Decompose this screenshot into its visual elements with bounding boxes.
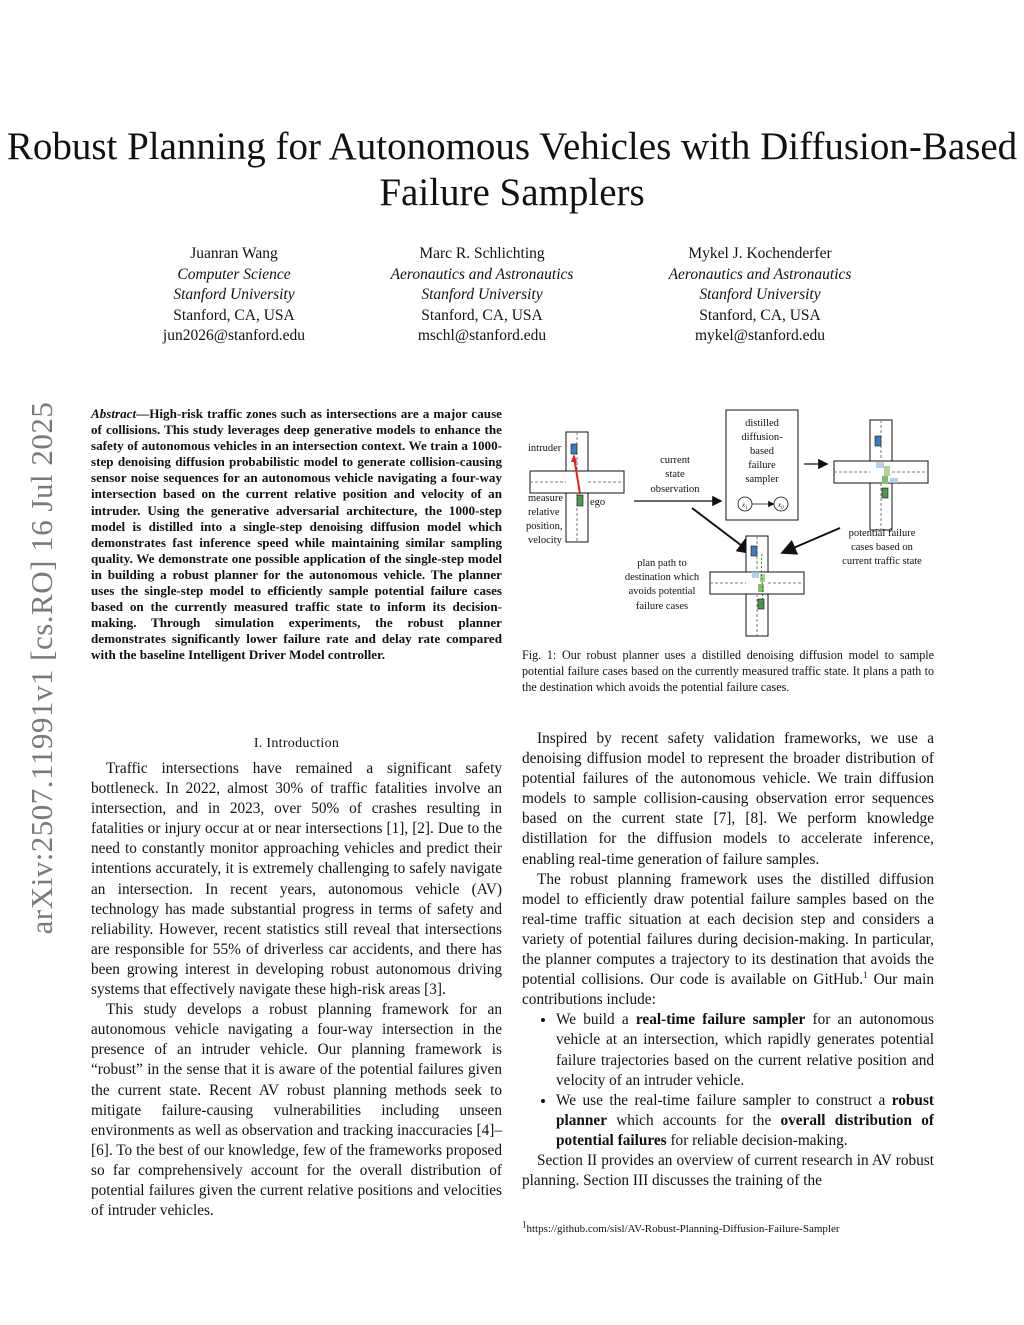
section-heading: I. Introduction	[253, 736, 340, 751]
current-state-3: observation	[650, 484, 700, 495]
author-email: jun2026@stanford.edu	[162, 327, 306, 344]
author-email: mschl@stanford.edu	[417, 327, 547, 344]
measure-label-1: measure	[528, 493, 563, 504]
planned-path-intersection	[710, 536, 804, 636]
author-institution: Stanford University	[421, 286, 543, 303]
abstract	[91, 406, 502, 664]
intruder-car	[571, 444, 577, 454]
potential-failure-3: current traffic state	[842, 556, 922, 567]
ego-label: ego	[590, 497, 606, 508]
author-name: Mykel J. Kochenderfer	[688, 245, 832, 262]
list-item: • We use the real-time failure sampler to construct a robust planner which accounts for the overall distribution of potential failures for reliable decision-making.	[556, 1091, 934, 1151]
contributions-list	[522, 1010, 934, 1151]
figure-caption: Fig. 1: Our robust planner uses a distilled denoising diffusion model to sample potential failure cases based on the currently measured traffic state. It plans a path to the destination which avoids the potential failure cases.	[522, 648, 934, 694]
measure-label-3: position,	[526, 521, 563, 532]
author-dept: Aeronautics and Astronautics	[390, 265, 574, 283]
measure-label-4: velocity	[528, 535, 562, 546]
left-column-body	[91, 759, 502, 1221]
paragraph-text: The robust planning framework uses the distilled diffusion model to efficiently draw potential failure samples based on the real-time traffic situation at each decision step and considers a variety of potential failures during decision-making. In particular, the planner computes a trajectory to its destination that avoids the potential collisions. Our code is available on GitHub.	[522, 870, 934, 989]
paper-title: Robust Planning for Autonomous Vehicles with Diffusion-Based Failure Samplers	[6, 125, 1018, 214]
sampler-line-4: failure	[748, 460, 776, 471]
plan-path-2: destination which	[624, 572, 700, 583]
footnote-mark: 1	[863, 970, 868, 981]
author-institution: Stanford University	[699, 286, 821, 303]
footnote-url[interactable]: https://github.com/sisl/AV-Robust-Planning-Diffusion-Failure-Sampler	[526, 1223, 840, 1235]
sampler-line-3: based	[750, 446, 774, 457]
list-item: • We build a real-time failure sampler for an autonomous vehicle at an intersection, which rapidly generates potential failure trajectories based on the current relative position and velocity of an intruder vehicle.	[556, 1010, 934, 1090]
author-location: Stanford, CA, USA	[173, 306, 295, 324]
current-state-1: current	[660, 455, 690, 466]
sampler-line-1: distilled	[745, 418, 779, 429]
potential-failure-1: potential failure	[848, 528, 916, 539]
observed-intersection	[526, 432, 624, 546]
footnote	[522, 1219, 934, 1235]
author-dept: Aeronautics and Astronautics	[668, 265, 852, 283]
measure-label-2: relative	[528, 507, 560, 518]
potential-failure-2: cases based on	[851, 542, 913, 553]
paragraph: Section II provides an overview of current research in AV robust planning. Section III discusses the training of the	[522, 1151, 934, 1190]
author-name: Juanran Wang	[190, 245, 278, 262]
author-email: mykel@stanford.edu	[694, 327, 826, 344]
paragraph: This study develops a robust planning framework for an autonomous vehicle navigating a four-way intersection in the presence of an intruder vehicle. Our planning framework is “robust” in the sense that it is aware of the potential failures given the current state. Recent AV robust planning methods seek to mitigate failure-causing vulnerabilities including unseen environments as well as observation and tracking inaccuracies [4]–[6]. To the best of our knowledge, few of the frameworks proposed so far comprehensively account for the overall distribution of potential failures given the current relative positions and velocities of intruder vehicles.	[91, 1001, 502, 1220]
paragraph: Inspired by recent safety validation frameworks, we use a denoising diffusion model to represent the broader distribution of potential failures of the autonomous vehicle. We train diffusion models to sample collision-causing observation error sequences based on the current state [7], [8]. We perform knowledge distillation for the diffusion models to accelerate inference, enabling real-time generation of failure samples.	[522, 730, 934, 868]
abstract-text: —High-risk traffic zones such as intersections are a major cause of collisions. This study leverages deep generative models to enhance the safety of autonomous vehicles in an intersection context. We train a 1000-step denoising diffusion probabilistic model to generate collision-causing sensor noise sequences for an autonomous vehicle navigating a four-way intersection based on the current relative position and velocity of an intruder. Using the generative adversarial architecture, the 1000-step model is distilled into a single-step denoising diffusion model which demonstrates fast inference speed while maintaining similar sampling quality. We demonstrate one possible application of the single-step model in building a robust planner for the autonomous vehicle. The planner uses the single-step model to efficiently sample potential failure cases based on the currently measured traffic state to inform its decision-making. Through simulation experiments, the robust planner demonstrates significantly lower failure rate and delay rate compared with the baseline Intelligent Driver Model controller.	[91, 406, 502, 663]
failure-sampler-box	[726, 410, 798, 520]
author-dept: Computer Science	[177, 265, 291, 283]
author-location: Stanford, CA, USA	[699, 306, 821, 324]
x0-label: $x_0$	[778, 501, 784, 511]
paragraph	[522, 870, 934, 1011]
author-3	[610, 244, 910, 347]
abstract-label: Abstract	[91, 406, 137, 421]
plan-path-3: avoids potential	[628, 586, 696, 597]
author-name: Marc R. Schlichting	[419, 245, 545, 262]
paragraph: Traffic intersections have remained a significant safety bottleneck. In 2022, almost 30% of traffic fatalities involve an intersection, and in 2023, over 50% of crashes resulting in fatalities or injury occur at or near intersections [1], [2]. Due to the need to constantly monitor approaching vehicles and predict their intentions accurately, it is extremely challenging to safely navigate an intersection. In recent years, autonomous vehicle (AV) technology has made substantial progress in terms of safety and reliability. However, recent statistics still reveal that intersections are responsible for 55% of driverless car accidents, and there has been growing interest in developing robust autonomous driving systems that effectively navigate these high-risk areas [3].	[91, 760, 502, 999]
right-column-body	[522, 729, 934, 1191]
sampler-line-2: diffusion-	[741, 432, 783, 443]
plan-path-1: plan path to	[637, 558, 687, 569]
plan-path-4: failure cases	[635, 601, 689, 612]
x1-label: $x_1$	[742, 501, 748, 511]
intruder-label: intruder	[528, 443, 562, 454]
footnote-mark: 1	[522, 1219, 527, 1230]
paragraph-text: Our main contributions include:	[522, 971, 934, 1009]
figure-1-diagram	[522, 404, 934, 640]
ego-car	[577, 495, 583, 506]
author-2	[332, 244, 632, 347]
author-location: Stanford, CA, USA	[421, 306, 543, 324]
arxiv-stamp: arXiv:2507.11991v1 [cs.RO] 16 Jul 2025	[24, 401, 59, 935]
failure-cases-intersection	[834, 420, 928, 530]
sampler-line-5: sampler	[745, 474, 779, 485]
current-state-2: state	[665, 469, 685, 480]
author-institution: Stanford University	[173, 286, 295, 303]
